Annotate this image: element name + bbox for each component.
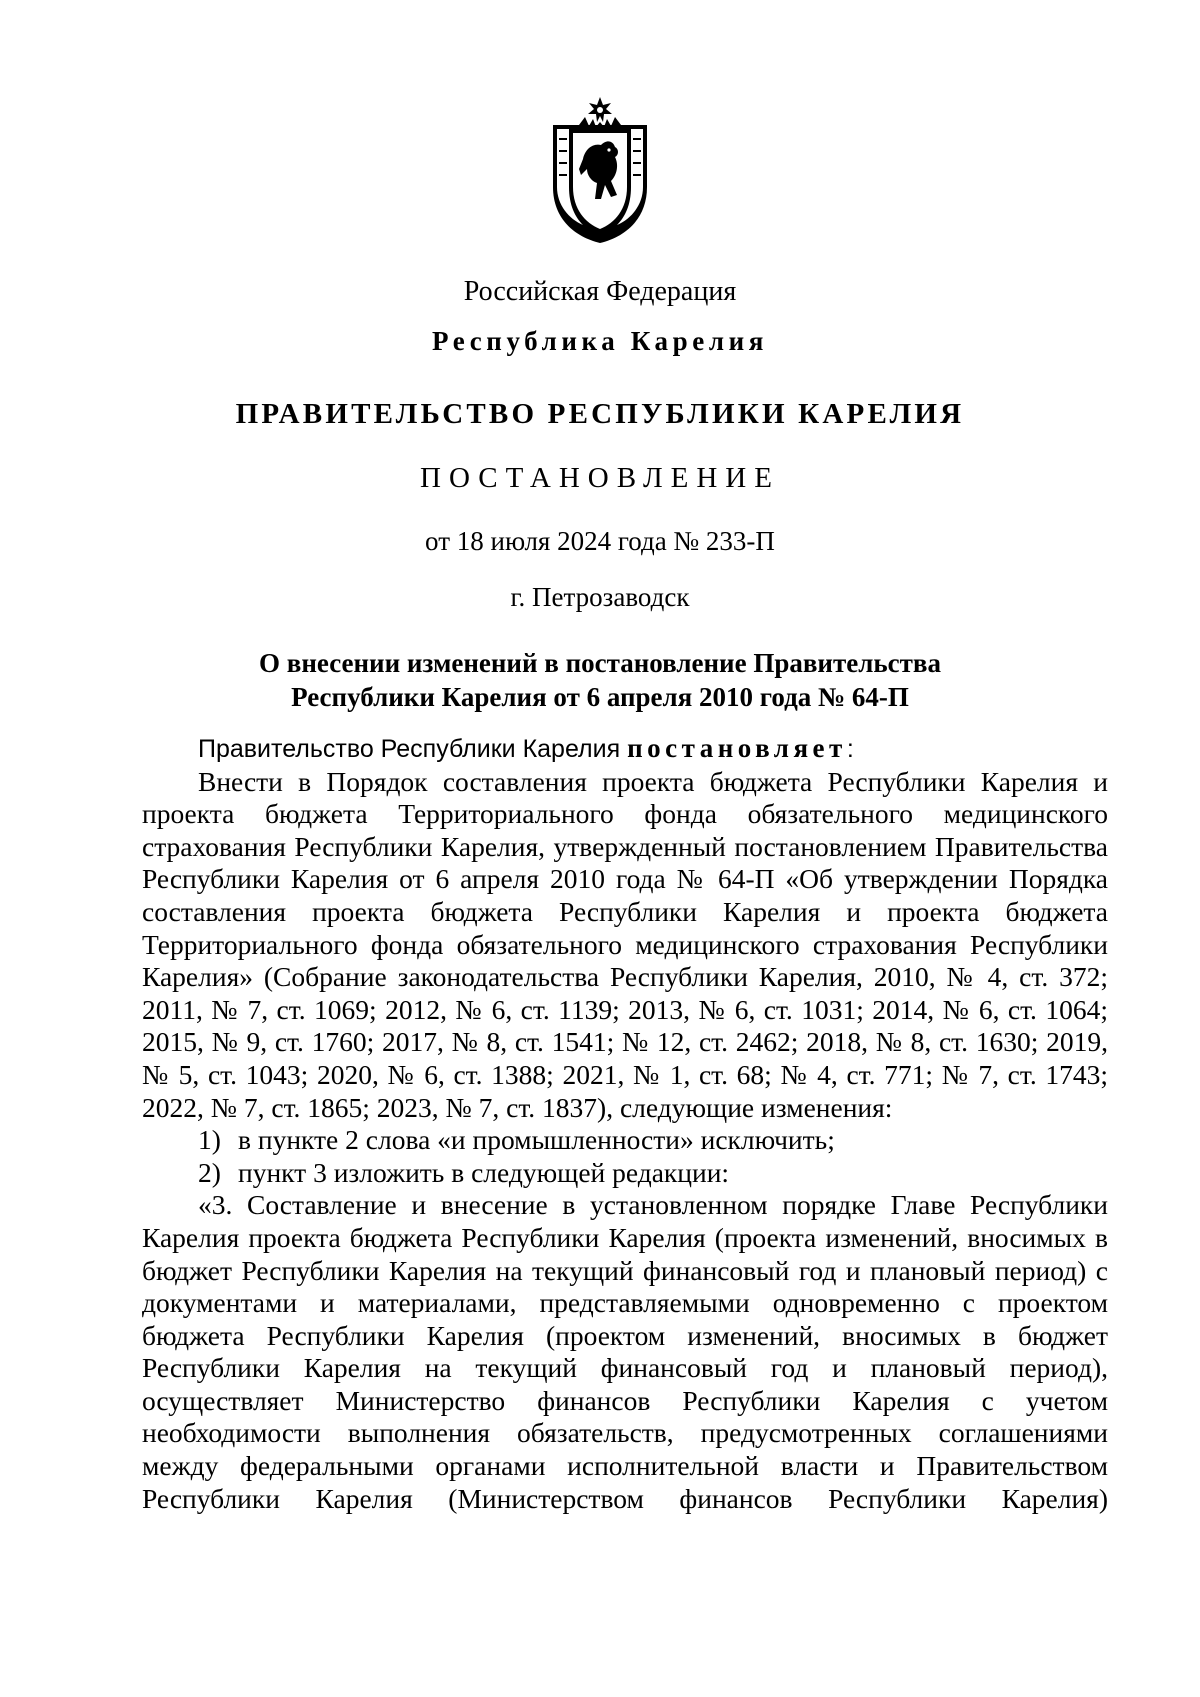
document-body: [142, 732, 1108, 1515]
government-title: ПРАВИТЕЛЬСТВО РЕСПУБЛИКИ КАРЕЛИЯ: [235, 398, 965, 430]
republic-line: Республика Карелия: [432, 326, 768, 356]
document-type: ПОСТАНОВЛЕНИЕ: [420, 462, 780, 494]
list-item-number: 1): [198, 1124, 221, 1156]
title-line-1: О внесении изменений в постановление Правительства: [259, 648, 941, 678]
main-paragraph: Внести в Порядок составления проекта бюджета Республики Карелия и проекта бюджета Территориального фонда обязательного медицинского страхования Республики Карелия, утвержденный постановлением Правительства Республики Карелия от 6 апреля 2010 года № 64-П «Об утверждении Порядка составления проекта бюджета Республики Карелия и проекта бюджета Территориального фонда обязательного медицинского страхования Республики Карелия» (Собрание законодательства Республики Карелия, 2010, № 4, ст. 372; 2011, № 7, ст. 1069; 2012, № 6, ст. 1139; 2013, № 6, ст. 1031; 2014, № 6, ст. 1064; 2015, № 9, ст. 1760; 2017, № 8, ст. 1541; № 12, ст. 2462; 2018, № 8, ст. 1630; 2019, № 5, ст. 1043; 2020, № 6, ст. 1388; 2021, № 1, ст. 68; № 4, ст. 771; № 7, ст. 1743; 2022, № 7, ст. 1865; 2023, № 7, ст. 1837), следующие изменения:: [142, 765, 1108, 1123]
karelia-coat-of-arms-emblem: [549, 95, 651, 245]
list-item-text: пункт 3 изложить в следующей редакции:: [238, 1156, 730, 1188]
intro-prefix: Правительство Республики Карелия: [198, 735, 628, 763]
country-line: Российская Федерация: [463, 276, 737, 307]
intro-paragraph: [142, 732, 1108, 766]
date-and-number: от 18 июля 2024 года № 233-П: [425, 526, 775, 556]
list-item: [142, 1124, 1108, 1157]
list-item-text: в пункте 2 слова «и промышленности» исключить;: [238, 1124, 835, 1156]
list-item: [142, 1157, 1108, 1190]
document-title: [0, 646, 1200, 714]
list-item-number: 2): [198, 1156, 221, 1188]
intro-decrees-word: постановляет: [627, 733, 847, 763]
title-line-2: Республики Карелия от 6 апреля 2010 года № 64-П: [291, 682, 909, 712]
intro-suffix: :: [846, 735, 854, 763]
city: г. Петрозаводск: [510, 582, 690, 612]
quoted-paragraph: «3. Составление и внесение в установленном порядке Главе Республики Карелия проекта бюджета Республики Карелия (проекта изменений, вносимых в бюджет Республики Карелия на текущий финансовый год и плановый период) с документами и материалами, представляемыми одновременно с проектом бюджета Республики Карелия (проектом изменений, вносимых в бюджет Республики Карелия на текущий финансовый год и плановый период), осуществляет Министерство финансов Республики Карелия с учетом необходимости выполнения обязательств, предусмотренных соглашениями между федеральными органами исполнительной власти и Правительством Республики Карелия (Министерством финансов Республики Карелия): [142, 1189, 1108, 1514]
